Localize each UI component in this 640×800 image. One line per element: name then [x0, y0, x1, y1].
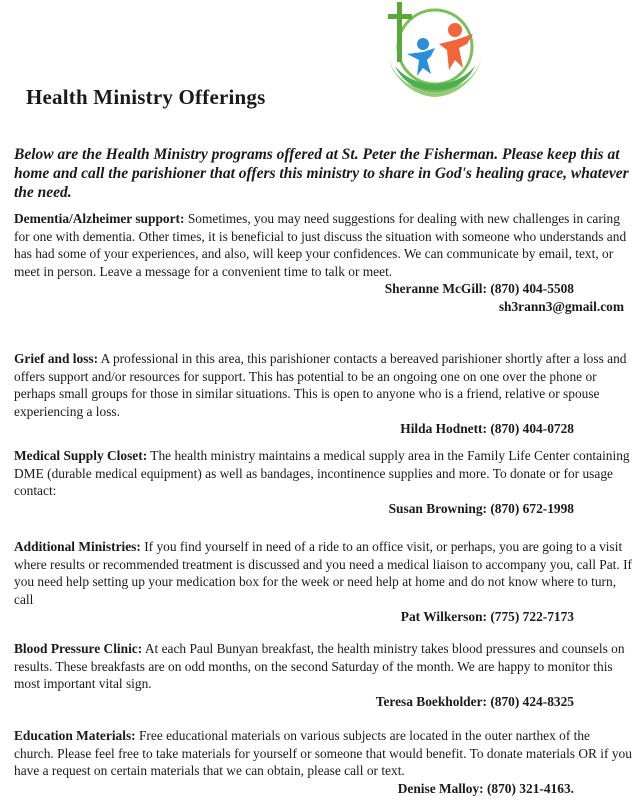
contact-line: Susan Browning: (870) 672-1998	[388, 500, 574, 516]
section-education	[14, 727, 632, 797]
section-body: A professional in this area, this parishioner contacts a bereaved parishioner shortly after a loss and offers support and/or resources for support. This has potential to be an ongoing one on one over the phone or perhaps small groups for those in similar situations. This is open to anyone who is a friend, relative or spouse experiencing a loss.	[14, 351, 627, 419]
section-blood-pressure	[14, 640, 632, 710]
cross-people-hands-logo-icon	[355, 0, 505, 100]
section-body: Sometimes, you may need suggestions for dealing with new challenges in caring for one with dementia. Other times, it is beneficial to just discuss the situation with someone who understands and has had some of your experiences, and also, will keep your confidences. We can communicate by email, text, or meet in person. Leave a message for a convenient time to talk or meet.	[14, 211, 627, 279]
intro-text: Below are the Health Ministry programs offered at St. Peter the Fisherman. Please keep this at home and call the parishioner that offers this ministry to share in God's healing grace, whatever the need.	[14, 146, 629, 201]
section-heading: Grief and loss:	[14, 351, 99, 366]
contact-line: Sheranne McGill: (870) 404-5508	[384, 281, 574, 296]
contact-line: Hilda Hodnett: (870) 404-0728	[400, 421, 574, 436]
section-body: Free educational materials on various subjects are located in the outer narthex of the church. Please feel free to take materials for yourself or someone that would benefit. To donate materials OR if you have a request on certain materials that we can obtain, please call or text.	[14, 728, 632, 778]
contact-line: Teresa Boekholder: (870) 424-8325	[375, 693, 574, 709]
section-heading: Education Materials:	[14, 728, 136, 743]
contact-line: Denise Malloy: (870) 321-4163.	[397, 780, 574, 796]
section-heading: Blood Pressure Clinic:	[14, 641, 143, 656]
section-body: The health ministry maintains a medical supply area in the Family Life Center containing DME (durable medical equipment) as well as bandages, incontinence supplies and more. To donate or for usage contact:	[14, 448, 630, 498]
section-additional-ministries	[14, 538, 632, 626]
section-dementia	[14, 210, 632, 315]
section-medical-supply	[14, 447, 632, 517]
section-body: At each Paul Bunyan breakfast, the health ministry takes blood pressures and counsels on results. These breakfasts are on odd months, on the second Saturday of the month. We are happy to monitor this most important vital sign.	[14, 641, 625, 691]
contact-line: Pat Wilkerson: (775) 722-7173	[400, 609, 574, 624]
section-heading: Additional Ministries:	[14, 539, 141, 554]
section-heading: Dementia/Alzheimer support:	[14, 211, 185, 226]
section-grief	[14, 350, 632, 438]
contact-email: sh3rann3@gmail.com	[498, 298, 624, 314]
section-body: If you find yourself in need of a ride to an office visit, or perhaps, you are going to a visit where results or recommended treatment is discussed and you need a medical liaison to accompany you, call Pat. If you need help setting up your medication box for the week or need help at home and do not know where to turn, call	[14, 539, 633, 607]
section-heading: Medical Supply Closet:	[14, 448, 148, 463]
page-title: Health Ministry Offerings	[26, 85, 266, 109]
